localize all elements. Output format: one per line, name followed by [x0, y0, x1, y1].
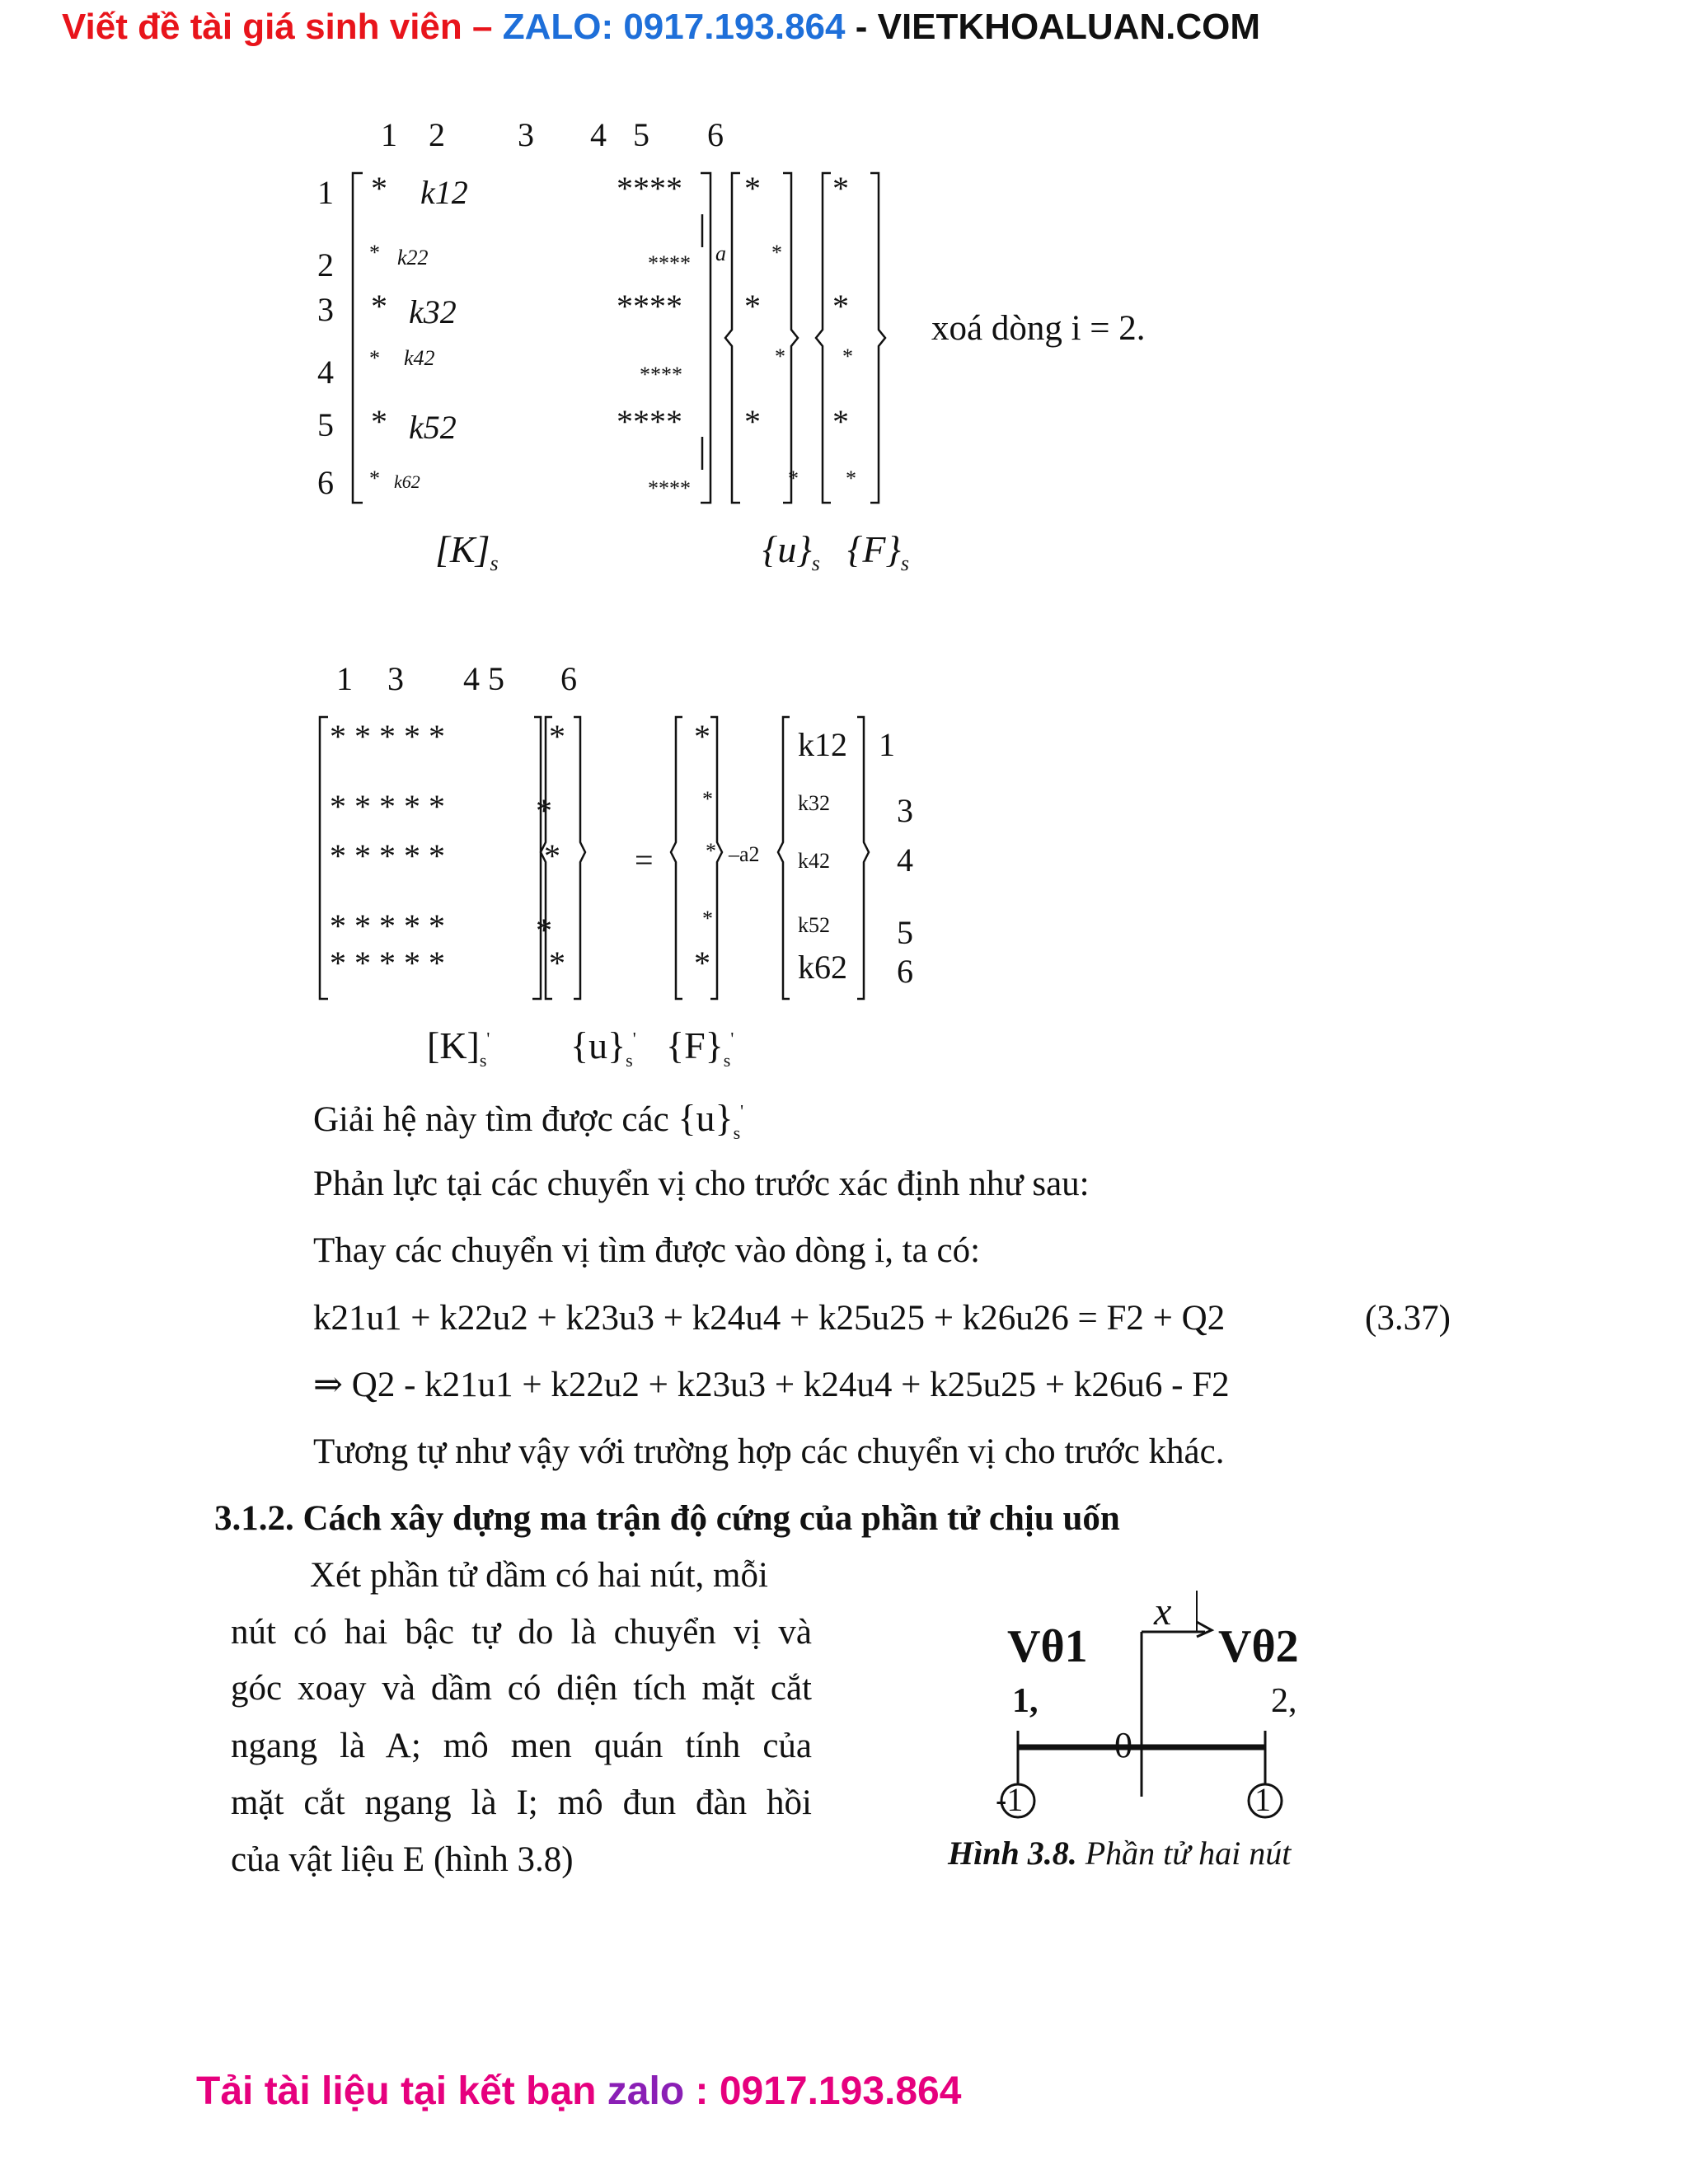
- m1-f-entry: *: [842, 344, 853, 368]
- similar-line: Tương tự như vậy với trường hợp các chuyển vị cho trước khác.: [313, 1432, 1225, 1471]
- m2-row-label: 4: [897, 841, 913, 879]
- header-site-link[interactable]: - VIETKHOALUAN.COM: [845, 7, 1261, 47]
- m2-row-label: 6: [897, 953, 913, 990]
- node-2-label: 2,: [1271, 1682, 1297, 1720]
- m2-u-entry: *: [549, 944, 565, 982]
- m2-col-label: 6: [560, 660, 577, 697]
- m1-row-label: 3: [317, 291, 334, 328]
- m2-k-entry: k42: [798, 849, 830, 873]
- node-1-label: 1,: [1012, 1682, 1039, 1720]
- footer-zalo-word: zalo: [607, 2069, 685, 2113]
- m2-f-entry: *: [702, 787, 713, 811]
- one-label: 1: [1254, 1781, 1271, 1818]
- m2-star-row: * * * * *: [330, 944, 445, 982]
- m1-col-label: 2: [429, 116, 445, 153]
- m2-u-entry: *: [536, 792, 552, 829]
- m1-brackets: [346, 165, 890, 511]
- m1-k-entry: k62: [394, 471, 420, 492]
- m1-label-u: $\{u\}_s$: [762, 528, 820, 576]
- m1-star: *: [371, 403, 387, 440]
- m2-k-entry: k62: [798, 949, 847, 986]
- para-line: ngang là A; mô men quán tính của: [231, 1727, 812, 1765]
- m2-col-label: 3: [387, 660, 404, 697]
- footer-banner: [196, 2069, 961, 2114]
- m1-stars-block: ****: [617, 170, 682, 207]
- m2-label-f: $\{F\}_s'$: [666, 1024, 734, 1071]
- caption-text: Phần tử hai nút: [1076, 1835, 1292, 1872]
- m1-stars-block: ****: [617, 288, 682, 325]
- m1-col-label: 5: [633, 116, 649, 153]
- m2-star-row: * * * * *: [330, 788, 445, 825]
- m2-k-entry: k32: [798, 791, 830, 815]
- m1-star: *: [369, 346, 380, 370]
- m1-row-label: 4: [317, 354, 334, 391]
- header-text-1: Viết đề tài giá sinh viên –: [62, 7, 503, 47]
- m2-star-row: * * * * *: [330, 837, 445, 874]
- m2-label-k: $[K]_s'$: [427, 1024, 490, 1071]
- m1-k-entry: k32: [409, 293, 457, 330]
- m1-col-label: 3: [518, 116, 534, 153]
- footer-text: Tải tài liệu tại kết bạn: [196, 2069, 607, 2113]
- m1-u-entry: *: [788, 466, 799, 490]
- m1-stars-block: ****: [648, 251, 691, 275]
- m2-col-label: 1: [336, 660, 353, 697]
- m2-k-entry: k12: [798, 726, 847, 763]
- m1-star: *: [369, 241, 380, 265]
- m1-k-entry: k12: [420, 174, 468, 211]
- m1-u-entry: *: [744, 170, 761, 207]
- m1-f-entry: *: [846, 466, 856, 490]
- m1-f-entry: *: [771, 241, 782, 265]
- substitute-line: Thay các chuyển vị tìm được vào dòng i, ta có:: [313, 1231, 981, 1270]
- m2-minus-a2: –a2: [729, 842, 760, 866]
- m2-f-entry: *: [702, 907, 713, 930]
- x-axis-label: x: [1154, 1590, 1172, 1633]
- m2-equals: =: [635, 841, 654, 879]
- v-theta-2: Vθ2: [1218, 1621, 1299, 1672]
- v-theta-1: Vθ1: [1007, 1621, 1088, 1672]
- section-heading: 3.1.2. Cách xây dựng ma trận độ cứng của phần tử chịu uốn: [214, 1499, 1120, 1538]
- m1-row-label: 5: [317, 406, 334, 443]
- m2-row-label: 3: [897, 792, 913, 829]
- m1-u-a: a: [715, 241, 726, 265]
- m2-star-row: * * * * *: [330, 907, 445, 944]
- m1-k-entry: k22: [397, 246, 429, 269]
- m1-label-f: $\{F\}_s$: [847, 528, 910, 576]
- m1-row-label: 6: [317, 464, 334, 501]
- m1-col-label: 1: [381, 116, 397, 153]
- m1-col-label: 4: [590, 116, 607, 153]
- m2-u-entry: *: [536, 912, 552, 949]
- m1-k-entry: k42: [404, 346, 435, 370]
- minus-one-label: -1: [996, 1781, 1024, 1818]
- figure-caption: [948, 1834, 1291, 1872]
- solve-symbol: $\{u\}_s'$: [678, 1097, 744, 1144]
- m1-star: *: [369, 466, 380, 490]
- m1-u-entry: *: [744, 288, 761, 325]
- m1-note: xoá dòng i = 2.: [931, 309, 1146, 348]
- solve-text: Giải hệ này tìm được các: [313, 1100, 669, 1139]
- para-line: của vật liệu E (hình 3.8): [231, 1840, 574, 1879]
- implies-line: ⇒ Q2 - k21u1 + k22u2 + k23u3 + k24u4 + k25u25 + k26u6 - F2: [313, 1366, 1230, 1404]
- m1-stars-block: ****: [617, 403, 682, 440]
- m2-star-row: * * * * *: [330, 718, 445, 755]
- m1-k-entry: k52: [409, 409, 457, 446]
- m1-u-entry: *: [775, 344, 785, 368]
- m1-row-label: 2: [317, 246, 334, 284]
- m2-col-label: 4 5: [463, 660, 504, 697]
- m2-label-u: $\{u\}_s'$: [570, 1024, 636, 1071]
- m1-f-entry: *: [832, 170, 849, 207]
- m2-row-label: 5: [897, 914, 913, 951]
- para-line: Xét phần tử dầm có hai nút, mỗi: [310, 1556, 768, 1595]
- origin-label: 0: [1114, 1725, 1132, 1765]
- m1-col-label: 6: [707, 116, 724, 153]
- m1-label-k: $[K]_s$: [435, 528, 499, 576]
- para-line: góc xoay và dầm có diện tích mặt cắt: [231, 1669, 812, 1708]
- equation-number: (3.37): [1365, 1299, 1451, 1338]
- m2-f-entry: *: [694, 944, 710, 982]
- para-line: mặt cắt ngang là I; mô đun đàn hồi: [231, 1783, 812, 1822]
- caption-number: Hình 3.8.: [948, 1835, 1077, 1872]
- m2-f-entry: *: [706, 839, 716, 863]
- m1-u-entry: *: [744, 403, 761, 440]
- solve-line: [313, 1096, 743, 1144]
- para-line: nút có hai bậc tự do là chuyển vị và: [231, 1613, 812, 1652]
- footer-phone-link[interactable]: : 0917.193.864: [684, 2069, 962, 2113]
- m1-f-entry: *: [832, 288, 849, 325]
- m1-f-entry: *: [832, 403, 849, 440]
- m2-row-label: 1: [879, 726, 895, 763]
- header-banner: [62, 7, 1260, 48]
- m1-row-label: 1: [317, 174, 334, 211]
- header-zalo-link[interactable]: ZALO: 0917.193.864: [502, 7, 846, 47]
- reaction-line: Phản lực tại các chuyển vị cho trước xác định như sau:: [313, 1165, 1090, 1203]
- m1-stars-block: ****: [640, 363, 682, 387]
- equation-3-37: k21u1 + k22u2 + k23u3 + k24u4 + k25u25 + k26u26 = F2 + Q2: [313, 1299, 1226, 1338]
- m2-u-entry: *: [549, 718, 565, 755]
- m2-f-entry: *: [694, 718, 710, 755]
- m1-stars-block: ****: [648, 476, 691, 500]
- m1-star: *: [371, 170, 387, 207]
- m1-star: *: [371, 288, 387, 325]
- m2-u-entry: *: [544, 837, 560, 874]
- m2-k-entry: k52: [798, 913, 830, 937]
